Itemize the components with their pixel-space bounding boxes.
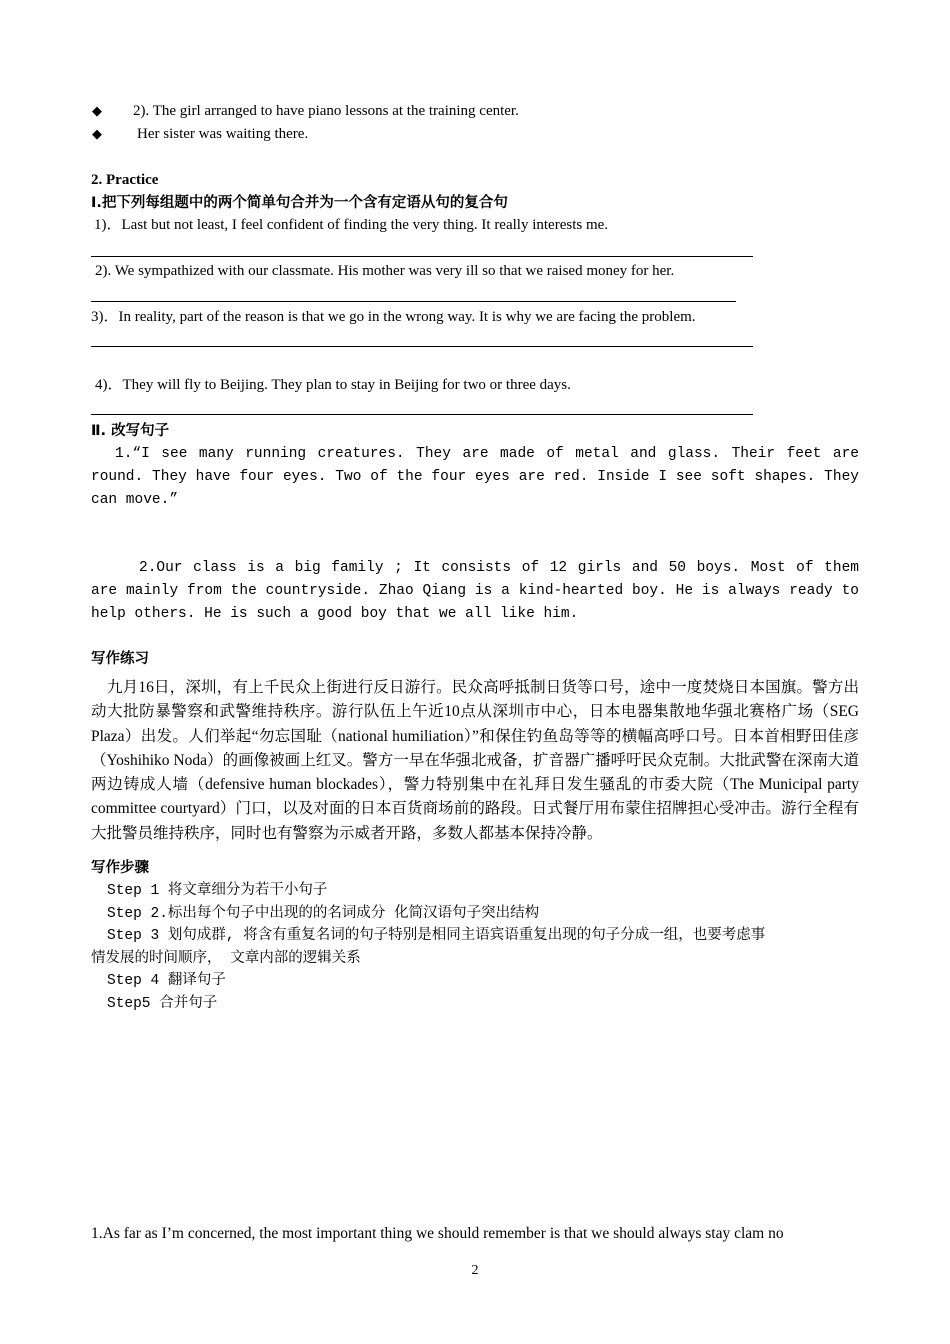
steps-list [91, 880, 861, 1015]
writing-heading: 写作练习 [91, 651, 149, 667]
step-item: Step 2.标出每个句子中出现的的名词成分 化简汉语句子突出结构 [107, 905, 540, 922]
rewrite-passage-2: 2.Our class is a big family ; It consists of 12 girls and 50 boys. Most of them are mainly from the countryside. Zhao Qiang is a kind-hearted boy. He is always ready to help others. He is such a good boy that we all like him. [91, 560, 859, 622]
exercise-item: 4)．They will fly to Beijing. They plan to stay in Beijing for two or three days. [95, 377, 571, 393]
bullet-item: 2). The girl arranged to have piano lessons at the training center. [133, 103, 519, 119]
steps-heading: 写作步骤 [91, 860, 149, 876]
step-item: Step 3 划句成群, 将含有重复名词的句子特别是相同主语宾语重复出现的句子分成一组，也要考虑事 [107, 928, 766, 944]
answer-line [91, 414, 753, 415]
step-item: Step 1 将文章细分为若干小句子 [107, 883, 328, 899]
answer-line [91, 256, 753, 257]
exercise-item: 3)．In reality, part of the reason is that we go in the wrong way. It is why we are facing the problem. [91, 309, 696, 325]
exercise-item: 1)．Last but not least, I feel confident of finding the very thing. It really interests me. [94, 217, 609, 233]
answer-line [91, 301, 736, 302]
bullet-item: Her sister was waiting there. [137, 126, 309, 142]
section1-title: Ⅰ.把下列每组题中的两个简单句合并为一个含有定语从句的复合句 [91, 195, 508, 211]
step-item: Step5 合并句子 [107, 995, 218, 1012]
bullet-diamond-icon: ◆ [92, 126, 102, 141]
writing-paragraph: 九月16日，深圳，有上千民众上街进行反日游行。民众高呼抵制日货等口号，途中一度焚烧日本国旗。警方出动大批防暴警察和武警维持秩序。游行队伍上午近10点从深圳市中心，日本电器集散地华强北赛格广场（SEG Plaza）出发。人们举起“勿忘国耻（national humiliation）”和保住钓鱼岛等等的横幅高呼口号。日本首相野田佳彦（Yoshihiko Noda）的画像被画上红叉。警方一早在华强北戒备，扩音器广播呼吁民众克制。大批武警在深南大道两边铸成人墙（defensive human blockades），警力特别集中在礼拜日发生骚乱的市委大院（The Municipal party committee courtyard）门口，以及对面的日本百货商场前的路段。日式餐厅用布蒙住招牌担心受冲击。游行全程有大批警员维持秩序，同时也有警察为示威者开路，多数人都基本保持冷静。 [91, 679, 859, 842]
page-number: 2 [471, 1263, 479, 1278]
answer-line [91, 346, 753, 347]
practice-heading: 2. Practice [91, 172, 159, 188]
exercise-item: 2). We sympathized with our classmate. His mother was very ill so that we raised money for her. [95, 263, 675, 279]
bullet-diamond-icon: ◆ [92, 103, 102, 118]
step-item: 情发展的时间顺序， 文章内部的逻辑关系 [91, 950, 361, 967]
step-item: Step 4 翻译句子 [107, 973, 226, 989]
section2-title: Ⅱ. 改写句子 [91, 423, 170, 439]
rewrite-passage-1: 1.“I see many running creatures. They are made of metal and glass. Their feet are round. They have four eyes. Two of the four eyes are red. Inside I see soft shapes. They can move.” [91, 446, 859, 508]
bottom-sentence: 1.As far as I’m concerned, the most important thing we should remember is that we should always stay clam no [91, 1225, 784, 1242]
